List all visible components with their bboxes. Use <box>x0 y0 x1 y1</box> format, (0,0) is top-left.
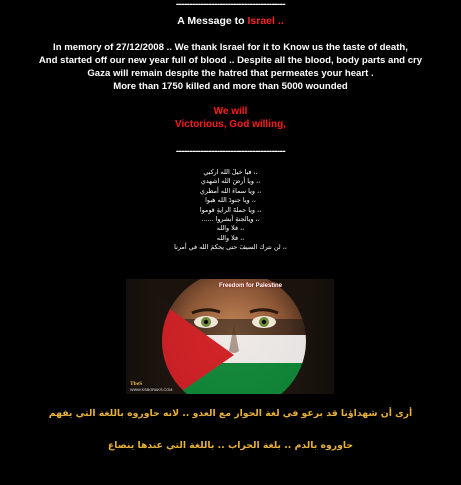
poem-line: ،، ويا حملةَ الرايةِ قوموا <box>199 205 262 214</box>
top-divider: ---------------------------------------- <box>175 0 286 10</box>
tbes-logo: TbeS <box>130 381 143 387</box>
arabic-poem <box>0 168 461 253</box>
arabic-quote-line-1: أرى أن شهداؤنا قد برعو في لغة الحوار مع العدو .. لانه حاوروه باللغة التي يفهم <box>48 408 413 419</box>
freedom-caption: Freedom for Palestine <box>219 283 283 289</box>
poem-line: ،، ويالجنةِ أبشروا ...... <box>201 215 260 224</box>
poem-line: ،، فلا والله <box>216 224 245 233</box>
title-prefix: A Message to <box>177 15 245 27</box>
poem-line: ،، فيا خيلَ الله اركبي <box>203 168 258 176</box>
poem-line: ،، ويا جنودَ الله هبوا <box>205 196 256 205</box>
arabic-quote-line-2: حاوروه بالدم .. بلغة الحراب .. باللغة التي عندها ينصاع <box>107 440 354 451</box>
palestine-flag-face-image <box>126 279 334 394</box>
banner-artwork <box>126 279 334 394</box>
message-title <box>0 14 461 28</box>
site-url: WWW.KSBORAKS.COM <box>130 388 173 392</box>
red-slogan: We will Victorious, God willing, <box>175 106 286 130</box>
poem-line: ،، لن نترك السيفَ حتى يحكمَ الله في أمرنا <box>174 243 287 252</box>
poem-line: ،، ويا سماءَ الله أمطري <box>199 186 262 195</box>
poem-line: ،، فلا والله <box>216 233 245 242</box>
middle-divider: ---------------------------------------- <box>175 146 286 157</box>
poem-line: ،، ويا أرضَ الله اشهدي <box>200 177 261 186</box>
memorial-paragraph: In memory of 27/12/2008 .. We thank Israel for it to Know us the taste of death, And started off our new year full of blood .. Despite all the blood, body parts and cry Gaza will remain despite the hatred that permeates your heart . More than 1750 killed and more than 5000 wounded <box>38 42 423 92</box>
title-target: Israel .. <box>247 15 284 27</box>
